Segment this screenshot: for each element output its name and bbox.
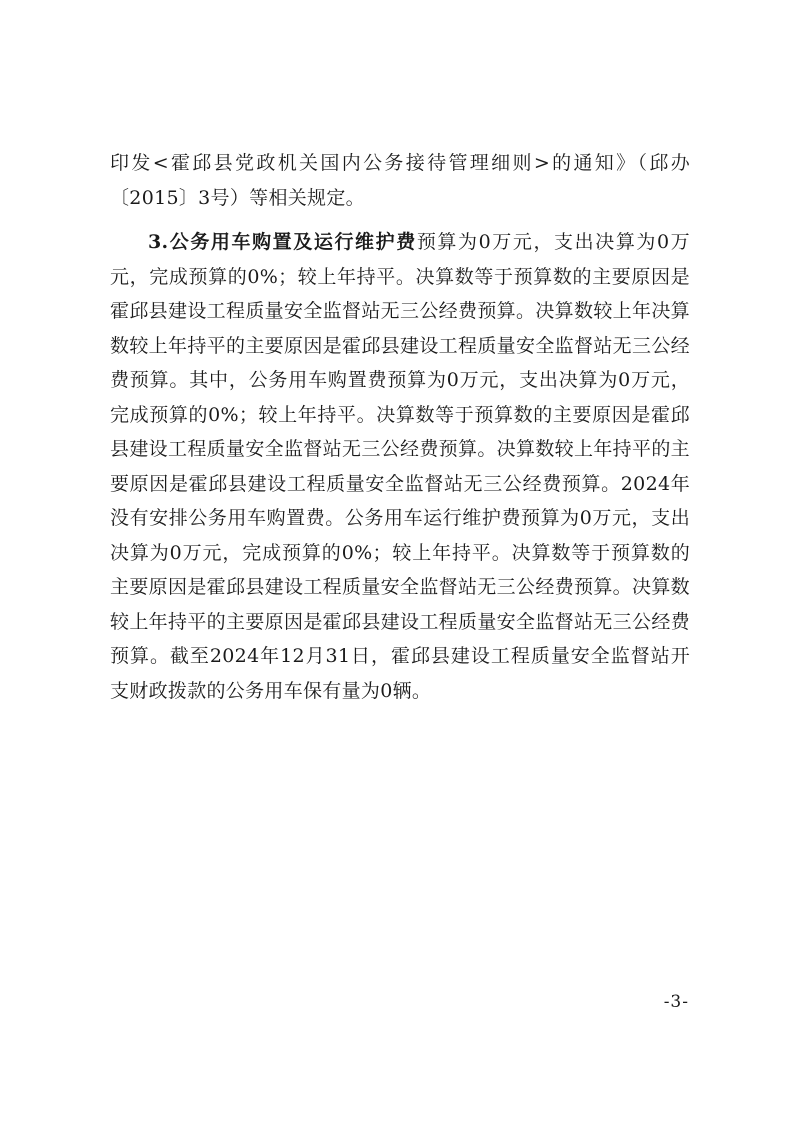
paragraph-continuation <box>110 146 690 215</box>
section-3-paragraph <box>110 225 690 708</box>
paragraph-continuation-text: 印发<霍邱县党政机关国内公务接待管理细则>的通知》（邱办〔2015〕3号）等相关规定。 <box>110 152 690 209</box>
section-3-heading: 3.公务用车购置及运行维护费 <box>148 231 417 253</box>
page-number: -3- <box>663 992 689 1012</box>
section-3-text <box>110 225 690 708</box>
section-3-body: 预算为0万元，支出决算为0万元，完成预算的0%；较上年持平。决算数等于预算数的主要原因是霍邱县建设工程质量安全监督站无三公经费预算。决算数较上年决算数较上年持平的主要原因是霍邱县建设工程质量安全监督站无三公经费预算。其中，公务用车购置费预算为0万元，支出决算为0万元，完成预算的0%；较上年持平。决算数等于预算数的主要原因是霍邱县建设工程质量安全监督站无三公经费预算。决算数较上年持平的主要原因是霍邱县建设工程质量安全监督站无三公经费预算。2024年没有安排公务用车购置费。公务用车运行维护费预算为0万元，支出决算为0万元，完成预算的0%；较上年持平。决算数等于预算数的主要原因是霍邱县建设工程质量安全监督站无三公经费预算。决算数较上年持平的主要原因是霍邱县建设工程质量安全监督站无三公经费预算。截至2024年12月31日，霍邱县建设工程质量安全监督站开支财政拨款的公务用车保有量为0辆。 <box>110 231 690 702</box>
